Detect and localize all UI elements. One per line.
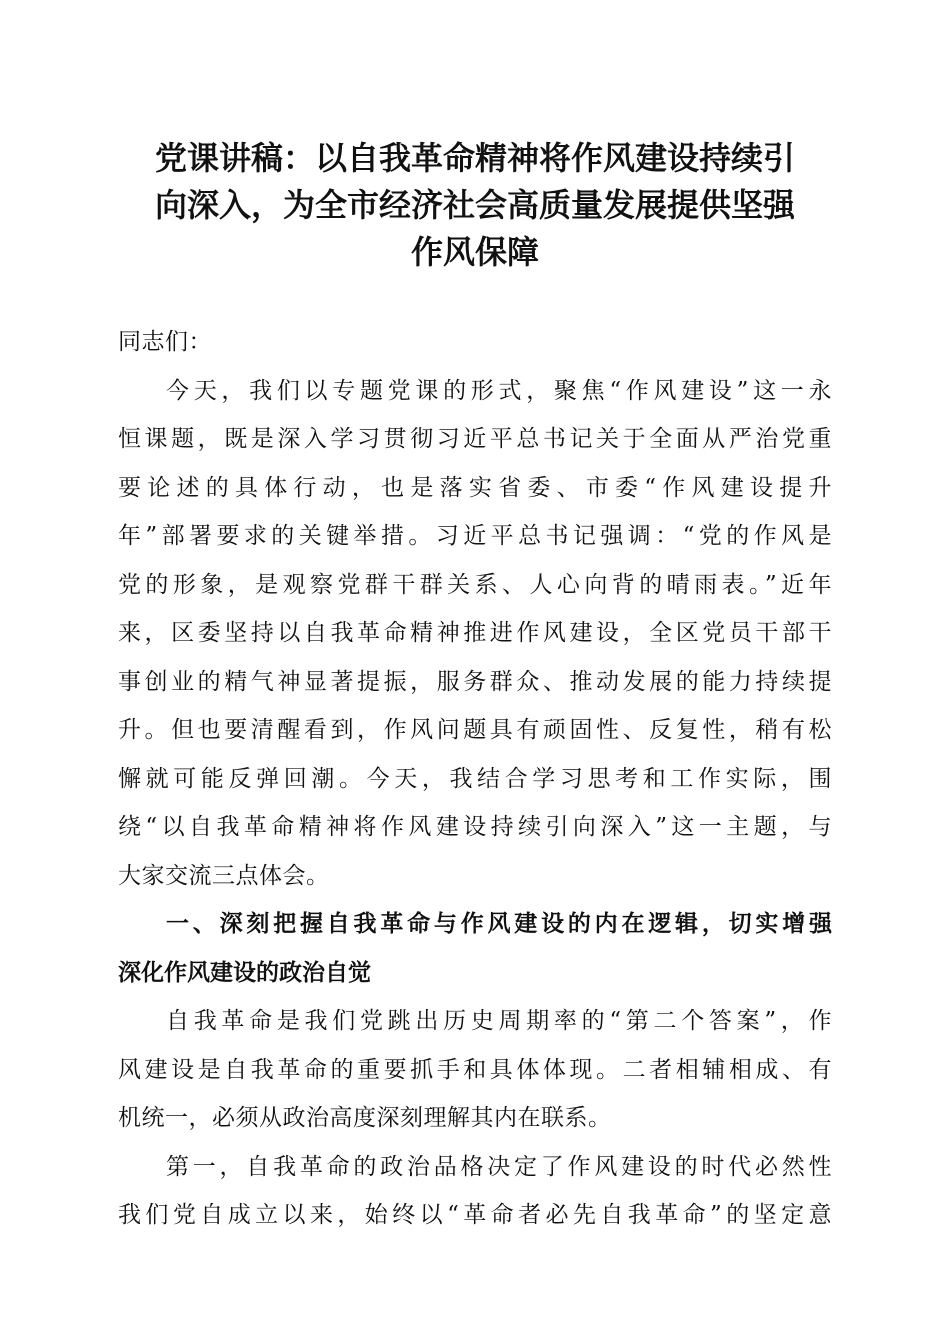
section-heading: 一、深刻把握自我革命与作风建设的内在逻辑，切实增强: [166, 911, 832, 937]
intro-line: 事创业的精气神显著提振，服务群众、推动发展的能力持续提: [118, 668, 832, 695]
section-heading: 深化作风建设的政治自觉: [118, 959, 371, 986]
title-line: 党课讲稿：以自我革命精神将作风建设持续引: [154, 139, 795, 177]
title-line: 作风保障: [410, 233, 539, 271]
title-line: 向深入，为全市经济社会高质量发展提供坚强: [154, 186, 795, 224]
intro-line: 大家交流三点体会。: [118, 862, 330, 889]
section-paragraph-line: 自我革命是我们党跳出历史周期率的“第二个答案”，作: [166, 1008, 832, 1034]
intro-line: 恒课题，既是深入学习贯彻习近平总书记关于全面从严治党重: [118, 426, 832, 452]
intro-line: 懈就可能反弹回潮。今天，我结合学习思考和工作实际，围: [118, 765, 832, 792]
document-body: [118, 318, 832, 1240]
salutation: 同志们：: [118, 329, 212, 355]
intro-line: 今天，我们以专题党课的形式，聚焦“作风建设”这一永: [166, 377, 832, 404]
subpoint-heading: 第一，自我革命的政治品格决定了作风建设的时代必然性: [166, 1153, 832, 1180]
intro-line: 绕“以自我革命精神将作风建设持续引向深入”这一主题，与: [118, 814, 832, 840]
intro-line: 年”部署要求的关键举措。习近平总书记强调：“党的作风是: [118, 523, 832, 549]
intro-line: 来，区委坚持以自我革命精神推进作风建设，全区党员干部干: [118, 620, 832, 646]
intro-line: 升。但也要清醒看到，作风问题具有顽固性、反复性，稍有松: [118, 717, 832, 743]
subpoint-paragraph-line: 我们党自成立以来，始终以“革命者必先自我革命”的坚定意: [118, 1202, 832, 1228]
intro-line: 要论述的具体行动，也是落实省委、市委“作风建设提升: [118, 474, 832, 501]
document-title: [118, 135, 832, 276]
intro-line: 党的形象，是观察党群干群关系、人心向背的晴雨表。”近年: [118, 571, 832, 598]
section-paragraph-line: 机统一，必须从政治高度深刻理解其内在联系。: [118, 1105, 612, 1131]
section-paragraph-line: 风建设是自我革命的重要抓手和具体体现。二者相辅相成、有: [118, 1056, 832, 1083]
